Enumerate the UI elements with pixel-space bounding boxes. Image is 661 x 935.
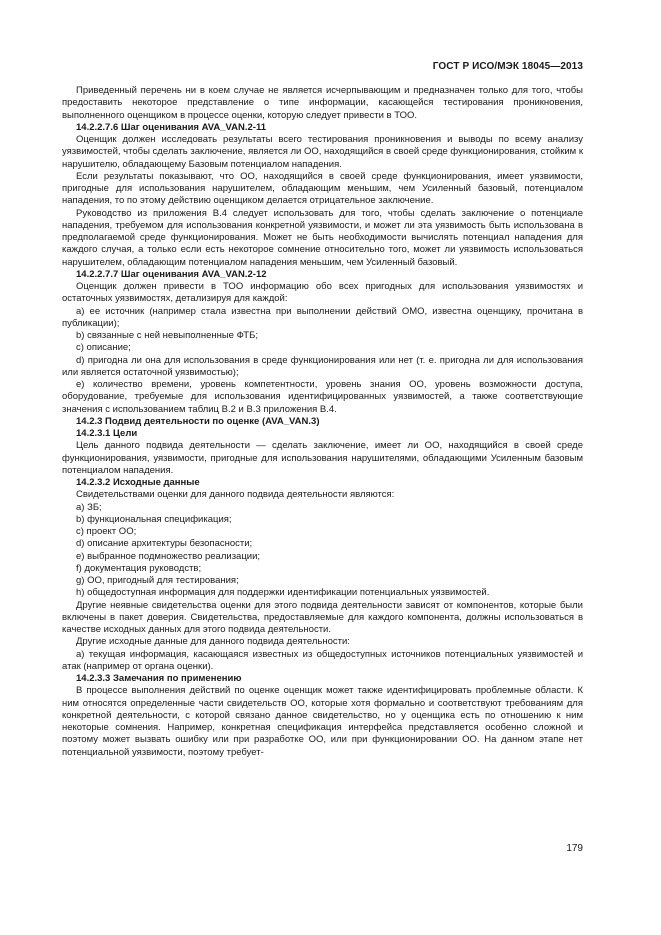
list-item: b) функциональная спецификация; xyxy=(76,513,232,525)
document-body xyxy=(62,85,583,759)
list-item: f) документация руководств; xyxy=(76,562,202,574)
section-heading: 14.2.3.2 Исходные данные xyxy=(76,477,200,488)
paragraph: Другие неявные свидетельства оценки для этого подвида деятельности зависят от компонентов, которые были включены в пакет доверия. Свидетельства, предоставляемые для каждого компонента, должны использоваться в качестве исходных данных для этого подвида деятельности. xyxy=(62,599,583,635)
paragraph: Оценщик должен привести в ТОО информацию обо всех пригодных для использования уязвимостях и остаточных уязвимостях, детализируя для каждой: xyxy=(62,281,583,305)
list-item: a) текущая информация, касающаяся известных из общедоступных источников потенциальных уязвимостей и атак (например от органа оценки). xyxy=(62,648,583,672)
section-heading: 14.2.3.1 Цели xyxy=(76,428,138,439)
paragraph: Оценщик должен исследовать результаты всего тестирования проникновения и выводы по всему анализу уязвимостей, чтобы сделать заключение, является ли ОО, находящийся в своей среде функционирования, стойким к нарушителю, обладающему Базовым потенциалом нападения. xyxy=(62,134,583,170)
list-item: a) ЗБ; xyxy=(76,501,102,513)
standard-designation: ГОСТ Р ИСО/МЭК 18045—2013 xyxy=(432,61,583,72)
paragraph: В процессе выполнения действий по оценке оценщик может также идентифицировать проблемные области. К ним относятся определенные части свидетельств ОО, которые хотя формально и соответствуют требованиям для конкретной деятельности, с которой связано данное свидетельство, но у оценщика есть по отношению к ним некоторые сомнения. Например, конкретная спецификация интерфейса представляется особенно сложной и поэтому может вызвать ошибку или при разработке ОО, или при функционировании ОО. На данном этапе нет потенциальной уязвимости, поэтому требует- xyxy=(62,685,583,758)
list-item: d) пригодна ли она для использования в среде функционирования или нет (т. е. пригодна ли для использования или является остаточной уязвимостью); xyxy=(62,354,583,378)
paragraph: Цель данного подвида деятельности — сделать заключение, имеет ли ОО, находящийся в своей среде функционирования, уязвимости, пригодные для использования нарушителями, обладающими Усиленным базовым потенциалом нападения. xyxy=(62,440,583,476)
paragraph: Другие исходные данные для данного подвида деятельности: xyxy=(76,636,350,648)
paragraph: Руководство из приложения В.4 следует использовать для того, чтобы сделать заключение о потенциале нападения, требуемом для использования конкретной уязвимости, и может ли эта уязвимость быть использована в предполагаемой среде функционирования. Может не быть необходимости вычислять потенциал нападения для каждого случая, а только если есть некоторое сомнение относительно того, может ли уязвимость использоваться нарушителем, обладающим потенциалом нападения меньшим, чем Усиленный базовый. xyxy=(62,207,583,268)
section-heading: 14.2.2.7.6 Шаг оценивания AVA_VAN.2-11 xyxy=(76,121,266,133)
list-item: g) ОО, пригодный для тестирования; xyxy=(76,575,239,586)
list-item: h) общедоступная информация для поддержки идентификации потенциальных уязвимостей. xyxy=(76,587,490,599)
list-item: d) описание архитектуры безопасности; xyxy=(76,538,253,550)
list-item: a) ее источник (например стала известна при выполнении действий ОМО, известна оценщику, прочитана в публикации); xyxy=(62,305,583,329)
paragraph: Если результаты показывают, что ОО, находящийся в своей среде функционирования, имеет уязвимости, пригодные для использования нарушителем, обладающим меньшим, чем Усиленный базовый, потенциалом нападения, то по этому действию оценщиком делается отрицательное заключение. xyxy=(62,170,583,207)
section-heading: 14.2.3.3 Замечания по применению xyxy=(76,673,242,684)
list-item: e) выбранное подмножество реализации; xyxy=(76,550,261,562)
list-item: e) количество времени, уровень компетентности, уровень знания ОО, уровень возможности доступа, оборудование, требуемые для использования идентифицированных уязвимостей, а также соответствующие значения с использованием таблиц В.2 и В.3 приложения В.4. xyxy=(62,379,583,415)
page-number: 179 xyxy=(566,843,583,854)
section-heading: 14.2.2.7.7 Шаг оценивания AVA_VAN.2-12 xyxy=(76,268,267,280)
section-heading: 14.2.3 Подвид деятельности по оценке (AVA_VAN.3) xyxy=(76,415,320,427)
list-item: c) проект ОО; xyxy=(76,526,137,537)
list-item: b) связанные с ней невыполненные ФТБ; xyxy=(76,330,258,341)
list-item: c) описание; xyxy=(76,342,131,354)
paragraph: Приведенный перечень ни в коем случае не является исчерпывающим и предназначен только для того, чтобы предоставить некоторое представление о типе информации, касающейся тестирования проникновения, выполненного оценщиком в процессе оценки, которую следует привести в ТОО. xyxy=(62,85,583,121)
paragraph: Свидетельствами оценки для данного подвида деятельности являются: xyxy=(76,489,395,501)
